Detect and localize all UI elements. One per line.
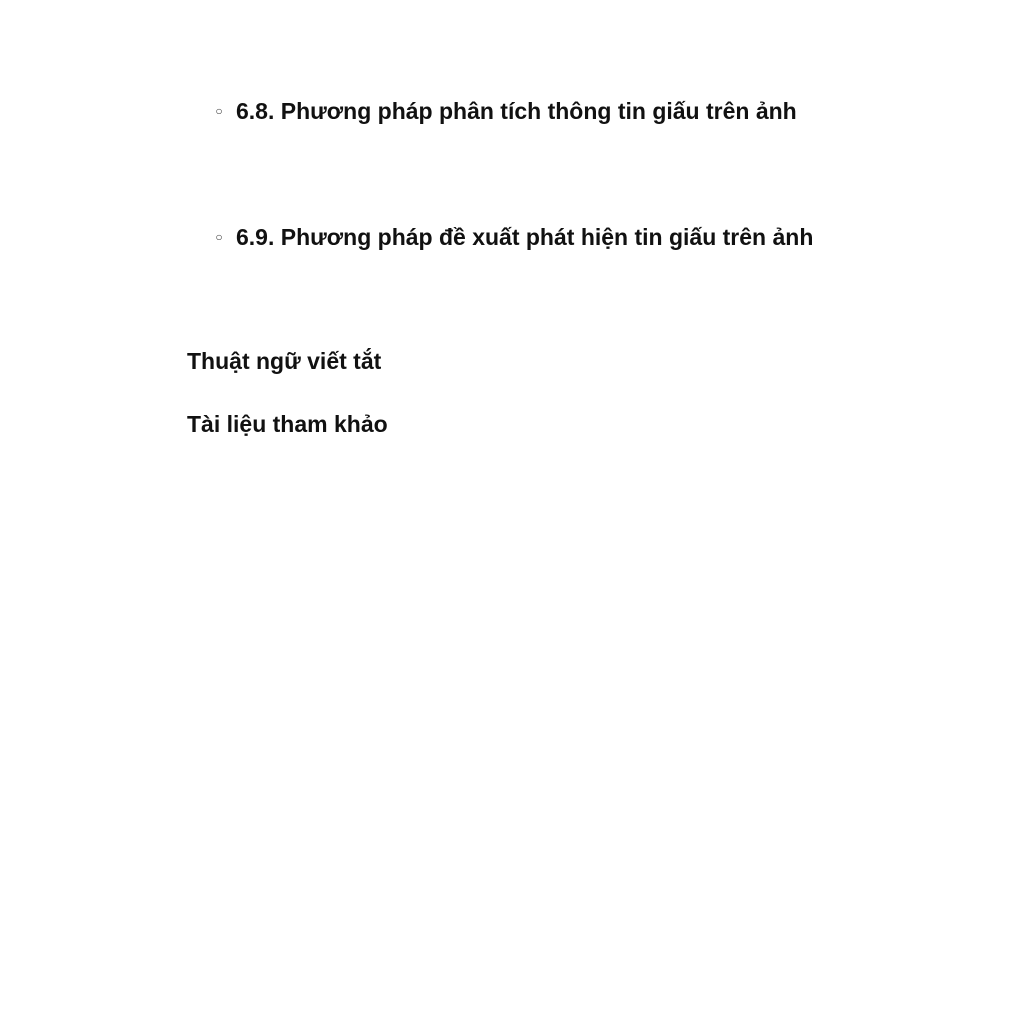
toc-item-label[interactable]: 6.9. Phương pháp đề xuất phát hiện tin giấu trên ảnh xyxy=(236,224,814,250)
toc-item-label[interactable]: 6.8. Phương pháp phân tích thông tin giấu trên ảnh xyxy=(236,98,797,124)
toc-item-references[interactable]: Tài liệu tham khảo xyxy=(187,411,388,437)
toc-item-abbreviations[interactable]: Thuật ngữ viết tắt xyxy=(187,348,382,374)
bullet-icon: ○ xyxy=(215,104,223,118)
bullet-icon: ○ xyxy=(215,230,223,244)
